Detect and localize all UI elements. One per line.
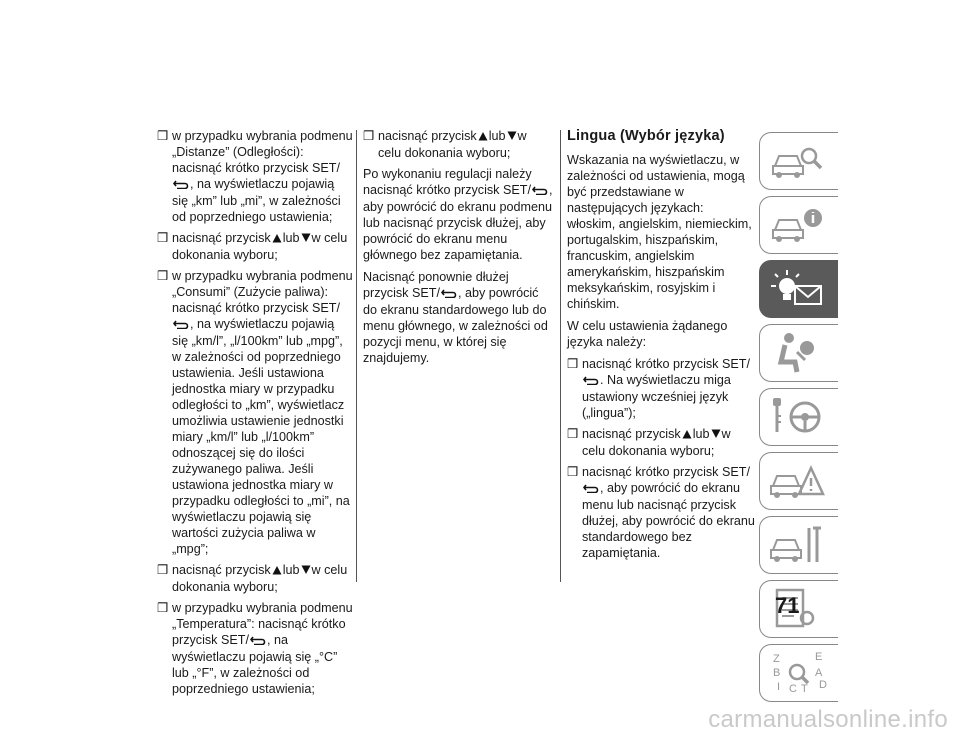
watermark: carmanualsonline.info xyxy=(708,706,948,733)
bullet-box: ❒ xyxy=(157,563,169,577)
bullet-box: ❒ xyxy=(157,601,169,615)
bullet-box: ❒ xyxy=(157,231,169,245)
bullet-box: ❒ xyxy=(157,129,169,143)
return-arrow-icon xyxy=(173,317,189,333)
index-letter: I xyxy=(777,681,781,693)
up-triangle-icon xyxy=(682,427,692,443)
car-tools-icon xyxy=(767,522,827,568)
list-item: ❒ w przypadku wybrania podmenu „Distanze” (Odległości): nacisnąć krótko przycisk SET/, na wyświetlaczu pojawią się „km” lub „mi”, w zależności od poprzedniego ustawienia; xyxy=(157,129,353,224)
seat-airbag-icon xyxy=(767,330,827,376)
page-number: 71 xyxy=(775,593,800,618)
bullet-box: ❒ xyxy=(157,269,169,283)
index-letter: E xyxy=(815,651,823,663)
up-triangle-icon xyxy=(478,129,488,145)
list-item: ❒ w przypadku wybrania podmenu „Consumi” (Zużycie paliwa): nacisnąć krótko przycisk SET/, na wyświetlaczu pojawią się „km/l”, „l/100km” lub „mpg”, w zależności od poprzedniego ustawienia. Jeśli ustawiona jednostka miary w przypadku odległości to „km”, wyświetlacz umożliwia ustawienie jednostki miary „km/l” lub „l/100km” odnoszącej się do ilości zużywanego paliwa. Jeśli ustawiona jednostka miary w przypadku odległości to „mi”, na wyświetlaczu pojawią się wartości zużycia paliwa w „mpg”; xyxy=(157,269,353,556)
paragraph: Wskazania na wyświetlaczu, w zależności od ustawienia, mogą być przedstawiane w następujących językach: włoskim, angielskim, niemieckim, portugalskim, hiszpańskim, francuskim, angielskim amerykańskim, hiszpańskim meksykańskim, rosyjskim i chińskim. xyxy=(567,153,752,311)
index-letter: B xyxy=(773,667,781,679)
return-arrow-icon xyxy=(532,183,548,199)
tab-emergency[interactable] xyxy=(759,452,843,512)
return-arrow-icon xyxy=(173,177,189,193)
list-item: ❒ nacisnąć krótko przycisk SET/, aby powrócić do ekranu menu lub nacisnąć przycisk dłużej, aby powrócić do ekranu standardowego bez zapamiętania. xyxy=(567,465,755,560)
car-info-icon xyxy=(767,202,827,248)
tab-safety[interactable] xyxy=(759,324,843,384)
paragraph: Nacisnąć ponownie dłużej przycisk SET/ , aby powrócić do ekranu standardowego lub do menu głównego, w zależności od pozycji menu, w której się znajdujemy. xyxy=(363,270,548,365)
return-arrow-icon xyxy=(250,633,266,649)
list-item: ❒ nacisnąć przycisk lub w celu dokonania wyboru; xyxy=(157,563,348,594)
index-letter: T xyxy=(801,683,808,695)
car-magnifier-icon xyxy=(767,138,827,184)
paragraph: W celu ustawienia żądanego języka należy: xyxy=(567,319,728,349)
warning-light-envelope-icon xyxy=(767,266,827,312)
down-triangle-icon xyxy=(301,231,311,247)
up-triangle-icon xyxy=(272,563,282,579)
list-item: ❒ nacisnąć przycisk lub w celu dokonania wyboru; xyxy=(567,427,731,458)
bullet-box: ❒ xyxy=(567,465,579,479)
column-right xyxy=(567,128,755,566)
bullet-box: ❒ xyxy=(567,357,579,371)
return-arrow-icon xyxy=(583,481,599,497)
index-letter: D xyxy=(819,679,827,691)
list-item: ❒ nacisnąć przycisk lub w celu dokonania wyboru; xyxy=(157,231,348,262)
down-triangle-icon xyxy=(711,427,721,443)
index-letter: A xyxy=(815,667,823,679)
column-middle xyxy=(363,128,553,372)
key-steering-wheel-icon xyxy=(767,394,827,440)
down-triangle-icon xyxy=(507,129,517,145)
index-letter: C xyxy=(789,683,797,695)
list-item: ❒ w przypadku wybrania podmenu „Temperatura”: nacisnąć krótko przycisk SET/ , na wyświetlaczu pojawią się „°C” lub „°F”, w zależności od poprzedniego ustawienia; xyxy=(157,601,353,696)
tab-car-info[interactable] xyxy=(759,196,843,256)
column-divider xyxy=(356,130,357,582)
bullet-box: ❒ xyxy=(363,129,375,143)
column-divider xyxy=(560,130,561,582)
section-heading: Lingua (Wybór języka) xyxy=(567,128,725,144)
return-arrow-icon xyxy=(583,373,599,389)
tab-warning-lights[interactable] xyxy=(759,260,843,320)
tab-car-magnifier[interactable] xyxy=(759,132,843,192)
alphabet-index-icon xyxy=(767,650,827,696)
paragraph: Po wykonaniu regulacji należy nacisnąć krótko przycisk SET/ , aby powrócić do ekranu podmenu lub nacisnąć przycisk dłużej, aby powrócić do ekranu menu głównego bez zapamiętania. xyxy=(363,167,553,262)
index-letter: Z xyxy=(773,653,780,665)
column-left xyxy=(157,128,353,702)
car-warning-triangle-icon xyxy=(767,458,827,504)
down-triangle-icon xyxy=(301,563,311,579)
tab-index[interactable] xyxy=(759,644,843,704)
tab-starting-driving[interactable] xyxy=(759,388,843,448)
up-triangle-icon xyxy=(272,231,282,247)
tab-technical-data[interactable] xyxy=(759,580,843,640)
tab-maintenance[interactable] xyxy=(759,516,843,576)
list-item: ❒ nacisnąć przycisk lub w celu dokonania wyboru; xyxy=(363,129,527,160)
bullet-box: ❒ xyxy=(567,427,579,441)
return-arrow-icon xyxy=(441,286,457,302)
list-item: ❒ nacisnąć krótko przycisk SET/. Na wyświetlaczu miga ustawiony wcześniej język („lingua”); xyxy=(567,357,750,420)
